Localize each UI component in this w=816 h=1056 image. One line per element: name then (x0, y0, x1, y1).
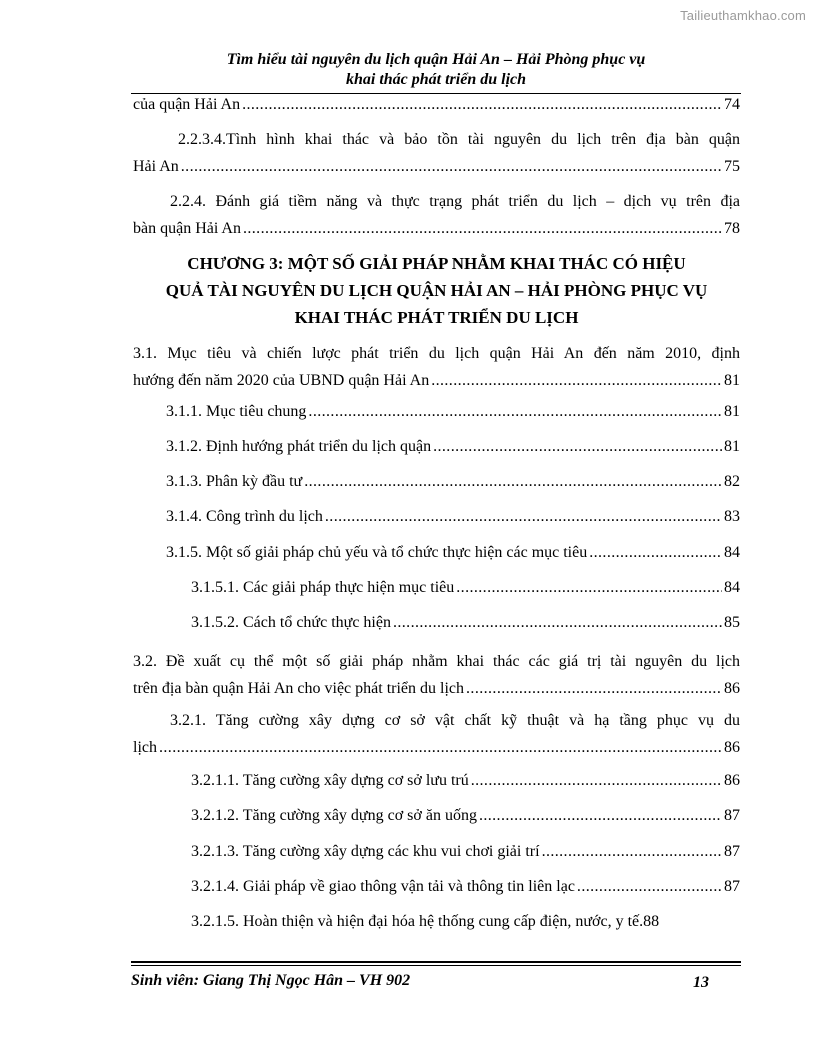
toc-entry[interactable] (191, 609, 740, 636)
toc-entry-first-line: 2.2.4. Đánh giá tiềm năng và thực trạng phát triển du lịch – dịch vụ trên địa (170, 193, 740, 210)
watermark: Tailieuthamkhao.com (680, 8, 806, 23)
toc-page-number: 84 (724, 544, 740, 561)
toc-entry-first-line: 3.2. Đề xuất cụ thể một số giải pháp nhằm khai thác các giá trị tài nguyên du lịch (133, 653, 740, 670)
toc-entry-text: của quận Hải An (133, 96, 241, 113)
toc-entry[interactable] (133, 91, 740, 118)
toc-page-number: 86 (724, 739, 740, 756)
toc-page-number: 85 (724, 614, 740, 631)
toc-page-number: 82 (724, 473, 740, 490)
toc-entry-first-line: 3.2.1. Tăng cường xây dựng cơ sở vật chất kỹ thuật và hạ tầng phục vụ du (170, 712, 740, 729)
toc-page-number: 81 (724, 403, 740, 420)
toc-entry[interactable] (166, 539, 740, 566)
leader-dots (325, 503, 722, 530)
toc-entry[interactable] (166, 398, 740, 425)
footer-student: Sinh viên: Giang Thị Ngọc Hân – VH 902 (131, 972, 411, 989)
toc-entry[interactable] (133, 126, 740, 180)
leader-dots (243, 215, 722, 242)
toc-entry-text: 3.2.1.4. Giải pháp về giao thông vận tải và thông tin liên lạc (191, 878, 575, 895)
header-line-2: khai thác phát triển du lịch (345, 71, 527, 88)
leader-dots (181, 153, 722, 180)
toc-entry-text: 3.1.1. Mục tiêu chung (166, 403, 307, 420)
leader-dots (308, 398, 722, 425)
header-line-1: Tìm hiểu tài nguyên du lịch quận Hải An – Hải Phòng phục vụ (226, 51, 646, 68)
leader-dots (589, 539, 722, 566)
leader-dots (242, 91, 722, 118)
toc-entry-text: 3.1.2. Định hướng phát triển du lịch quận (166, 438, 432, 455)
toc-page-number: 86 (724, 680, 740, 697)
leader-dots (466, 675, 722, 702)
toc-page-number: 81 (724, 372, 740, 389)
leader-dots (577, 873, 722, 900)
toc-entry[interactable] (191, 838, 740, 865)
leader-dots (393, 609, 722, 636)
toc-entry-text: 3.1.3. Phân kỳ đầu tư (166, 473, 303, 490)
toc-entry-text: 3.2.1.1. Tăng cường xây dựng cơ sở lưu trú (191, 772, 469, 789)
toc-page-number: 87 (724, 843, 740, 860)
leader-dots (304, 468, 722, 495)
toc-entry-text: trên địa bàn quận Hải An cho việc phát triển du lịch (133, 680, 465, 697)
toc-entry-text: Hải An (133, 158, 179, 175)
toc-page-number: 87 (724, 807, 740, 824)
toc-entry-text: 3.1.4. Công trình du lịch (166, 508, 323, 525)
toc-entry[interactable] (133, 707, 740, 761)
chapter-heading[interactable] (133, 250, 740, 331)
toc-entry-text: bàn quận Hải An (133, 220, 241, 237)
chapter-heading-line-3: KHAI THÁC PHÁT TRIỂN DU LỊCH (294, 308, 579, 327)
footer-page-number: 13 (693, 974, 709, 991)
chapter-heading-line-1: CHƯƠNG 3: MỘT SỐ GIẢI PHÁP NHẰM KHAI THÁC CÓ HIỆU (187, 254, 686, 273)
toc-entry[interactable] (191, 873, 740, 900)
leader-dots (479, 802, 722, 829)
toc-entry-text: 3.2.1.5. Hoàn thiện và hiện đại hóa hệ thống cung cấp điện, nước, y tế. (191, 913, 644, 930)
toc-entry-text: hướng đến năm 2020 của UBND quận Hải An (133, 372, 430, 389)
toc-entry-first-line: 3.1. Mục tiêu và chiến lược phát triển du lịch quận Hải An đến năm 2010, định (133, 345, 740, 362)
toc-entry-text: 3.1.5. Một số giải pháp chủ yếu và tổ chức thực hiện các mục tiêu (166, 544, 588, 561)
chapter-heading-line-2: QUẢ TÀI NGUYÊN DU LỊCH QUẬN HẢI AN – HẢI PHÒNG PHỤC VỤ (165, 281, 708, 300)
toc-page-number: 74 (724, 96, 740, 113)
toc-page-number: 88 (643, 913, 660, 930)
leader-dots (431, 367, 722, 394)
toc-entry-text: 3.1.5.2. Cách tổ chức thực hiện (191, 614, 391, 631)
toc-entry-text: lịch (133, 739, 157, 756)
toc-entry[interactable] (166, 433, 740, 460)
toc-page-number: 83 (724, 508, 740, 525)
footer-divider-thin (131, 965, 741, 966)
toc-entry[interactable] (133, 340, 740, 394)
running-header (131, 50, 741, 90)
toc-entry[interactable] (166, 503, 740, 530)
toc-entry-text: 3.2.1.3. Tăng cường xây dựng các khu vui chơi giải trí (191, 843, 540, 860)
leader-dots (433, 433, 722, 460)
toc-entry[interactable] (133, 188, 740, 242)
toc-entry[interactable] (191, 574, 740, 601)
toc-page-number: 86 (724, 772, 740, 789)
toc-page-number: 75 (724, 158, 740, 175)
leader-dots (471, 767, 722, 794)
toc-page-number: 78 (724, 220, 740, 237)
toc-entry-text: 3.2.1.2. Tăng cường xây dựng cơ sở ăn uống (191, 807, 477, 824)
toc-entry[interactable] (191, 908, 740, 935)
toc-entry-text: 3.1.5.1. Các giải pháp thực hiện mục tiêu (191, 579, 455, 596)
toc-page-number: 87 (724, 878, 740, 895)
leader-dots (542, 838, 722, 865)
leader-dots (159, 734, 722, 761)
footer-divider-thick (131, 961, 741, 963)
toc-entry[interactable] (166, 468, 740, 495)
toc-page-number: 81 (724, 438, 740, 455)
toc-page-number: 84 (724, 579, 740, 596)
toc-entry[interactable] (191, 802, 740, 829)
toc-entry[interactable] (191, 767, 740, 794)
leader-dots (456, 574, 722, 601)
toc-entry-first-line: 2.2.3.4.Tình hình khai thác và bảo tồn tài nguyên du lịch trên địa bàn quận (178, 131, 740, 148)
toc-entry[interactable] (133, 648, 740, 702)
